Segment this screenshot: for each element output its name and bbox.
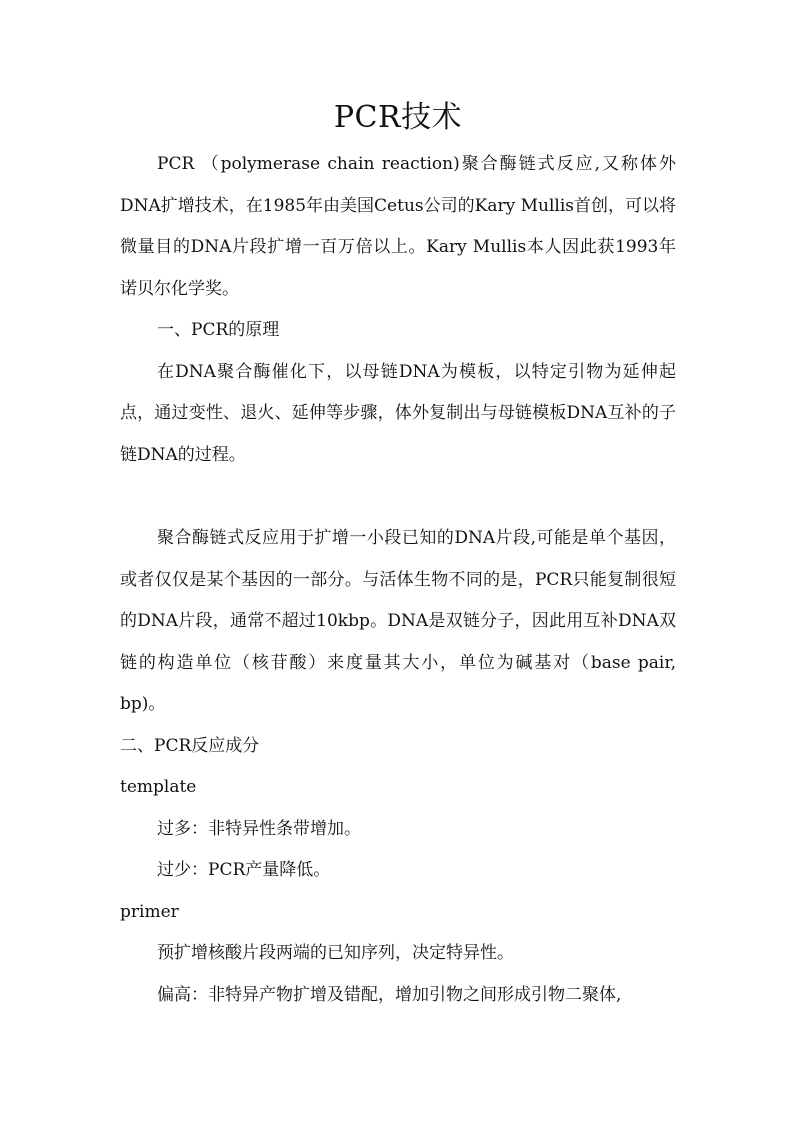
document-body bbox=[120, 94, 676, 1016]
principle-paragraph: 在DNA聚合酶催化下，以母链DNA为模板，以特定引物为延伸起点，通过变性、退火、延伸等步骤，体外复制出与母链模板DNA互补的子链DNA的过程。 bbox=[120, 361, 676, 465]
section-heading-components: 二、PCR反应成分 bbox=[120, 735, 260, 756]
blank-line bbox=[120, 476, 676, 518]
primer-high-concentration: 偏高：非特异产物扩增及错配，增加引物之间形成引物二聚体, bbox=[157, 984, 622, 1005]
primer-description: 预扩增核酸片段两端的已知序列，决定特异性。 bbox=[157, 943, 514, 963]
primer-label: primer bbox=[120, 901, 179, 922]
template-label: template bbox=[120, 777, 197, 797]
intro-paragraph: PCR （polymerase chain reaction)聚合酶链式反应,又称体外DNA扩增技术，在1985年由美国Cetus公司的Kary Mullis首创，可以将微量目的DNA片段扩增一百万倍以上。Kary Mullis本人因此获1993年诺贝尔化学奖。 bbox=[120, 154, 676, 299]
pcr-description-paragraph: 聚合酶链式反应用于扩增一小段已知的DNA片段,可能是单个基因，或者仅仅是某个基因的一部分。与活体生物不同的是，PCR只能复制很短的DNA片段，通常不超过10kbp。DNA是双链分子，因此用互补DNA双链的构造单位（核苷酸）来度量其大小，单位为碱基对（base pair, bp)。 bbox=[120, 528, 676, 714]
template-too-much: 过多：非特异性条带增加。 bbox=[157, 818, 361, 839]
template-too-little: 过少：PCR产量降低。 bbox=[157, 860, 331, 880]
page-title: PCR技术 bbox=[333, 100, 463, 135]
section-heading-principle: 一、PCR的原理 bbox=[157, 320, 280, 340]
